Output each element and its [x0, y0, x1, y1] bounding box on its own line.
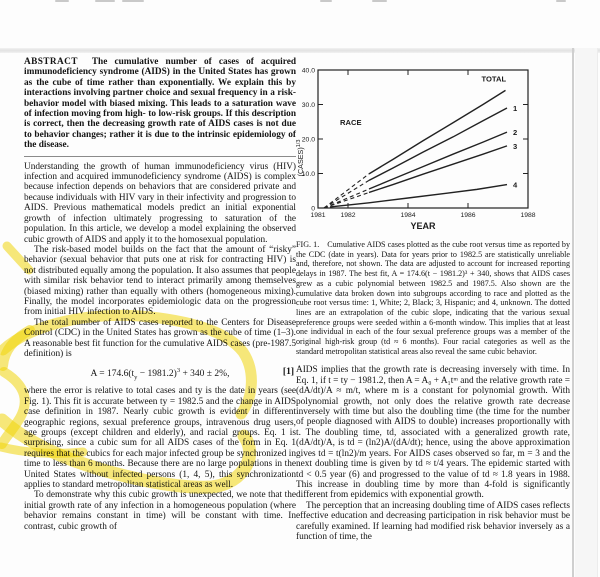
- paragraph-perception: The perception that an increasing doubling time of AIDS cases reflects effective education and decreasing participation in risk behavior must be carefully examined. If learning had modified risk behavior inversely as a function of time, the: [296, 500, 570, 542]
- scan-remnant: [372, 0, 387, 2]
- left-column: [24, 57, 296, 532]
- scan-remnant: [95, 0, 115, 2]
- abstract-label: ABSTRACT: [24, 57, 78, 67]
- equation-1-expression: [90, 366, 230, 381]
- figure-1-caption: [296, 240, 570, 356]
- series-label: 1: [513, 103, 518, 113]
- chart-frame: [318, 70, 528, 208]
- series-label: 2: [513, 128, 518, 138]
- y-tick-label: 40.0: [301, 67, 315, 75]
- x-tick-label: 1986: [460, 212, 476, 219]
- section-divider: [24, 156, 296, 157]
- equation-subscript: y: [134, 373, 138, 381]
- x-tick-label: 1984: [400, 212, 416, 219]
- series-label: TOTAL: [481, 74, 507, 84]
- x-tick-label: 1988: [520, 212, 536, 219]
- equation-term: − 1981.2): [137, 368, 177, 379]
- scan-fold-line: [0, 48, 600, 53]
- series-label: 3: [513, 141, 518, 151]
- scan-remnant: [556, 0, 566, 2]
- x-tick-label: 1981: [310, 212, 326, 219]
- y-tick-label: 20.0: [301, 136, 315, 144]
- paragraph-fit-accuracy: where the error is relative to total cases and ty is the date in years (see Fig. 1). This fit is accurate between ty = 1982.5 and the change in AIDS case definition in 1987. Nearly cubic growth is evident in different geographic regions, sexual preference groups, intravenous drug users, age groups (except children and elderly), and racial groups. Eq. 1 is surprising, since a cubic sum for all AIDS cases of the form in Eq. 1 requires that the cubics for each major infected group be synchronized in time to less than 6 months. Because there are no large populations in the United States without infected persons (1, 4, 5), this synchronization applies to standard metropolitan statistical areas as well.: [24, 386, 296, 491]
- equation-exponent: 3: [176, 366, 181, 374]
- x-axis-label: YEAR: [410, 221, 436, 231]
- paragraph-risk-model: The risk-based model builds on the fact that the amount of “risky” behavior (sexual behavior that puts one at risk for contracting HIV) is not distributed equally among the population. It also assumes that people with similar risk behavior tend to interact primarily among themselves (biased mixing) rather than equally with others (homogeneous mixing). Finally, the model incorporates epidemiologic data on the progression from initial HIV infection to AIDS.: [24, 244, 296, 318]
- equation-term: A = 174.6(t: [90, 368, 135, 379]
- figure-caption-text: Cumulative AIDS cases plotted as the cube root versus time as reported by the CDC (date in years). Data for years prior to 1982.5 are statistically unreliable and, therefore, not shown. The data are adjusted to account for increased reporting delays in 1987. The best fit, A = 174.6(t − 1981.2)³ + 340, shows that AIDS cases grew as a cubic polynomial between 1982.5 and 1987.5. Also shown are the cumulative data broken down into subgroups according to race and plotted as the cube root versus time: 1, White; 2, Black; 3, Hispanic; and 4, unknown. The dotted lines are an extrapolation of the cubic slope, indicating that the various sexual preference groups were seeded within a 6-month window. This implies that at least one individual in each of the four sexual preference groups was a member of the original high-risk group (td ≈ 6 months). Four racial categories as well as the standard metropolitan statistical areas also reveal the same cubic behavior.: [296, 240, 570, 356]
- highlighter-stroke: [2, 372, 25, 444]
- paragraph-doubling-time: AIDS implies that the growth rate is decreasing inversely with time. In Eq. 1, if t = ty − 1981.2, then A = A₀ + A₁tᵐ and the relative growth rate = (dA/dt)/A ≈ m/t, where m is a constant for polynomial growth. With polynomial growth, not only does the relative growth rate decrease inversely with time but also the doubling time (the time for the number of people diagnosed with AIDS to double) increases proportionally with t. The doubling time, td, associated with a generalized growth rate, (dA/dt)/A, is td = (ln2)A/(dA/dt); hence, using the above approximation gives td = t(ln2)/m years. For AIDS cases observed so far, m = 3 and the next doubling time is given by td ≈ t/4 years. The epidemic started with td < 0.5 year (6) and progressed to the value of td ≈ 1.8 years in 1988. This increase in doubling time by more than 4-fold is significantly different from epidemics with exponential growth.: [296, 365, 571, 501]
- scan-remnant: [122, 0, 144, 2]
- figure-1-chart: [296, 58, 570, 236]
- equation-number: [1]: [282, 367, 294, 378]
- abstract-text: The cumulative number of cases of acquired immunodeficiency syndrome (AIDS) in the United States has grown as the cube of time rather than exponentially. We explain this by interactions involving partner choice and sexual frequency in a risk-behavior model with biased mixing. This leads to a saturation wave of infection moving from high- to low-risk groups. If this description is correct, then the decreasing growth rate of AIDS cases is not due to behavior changes; rather it is due to the intrinsic epidemiology of the disease.: [24, 57, 296, 151]
- y-axis-label: (CASES)$^{1/3}$: [296, 139, 305, 177]
- adjacent-page-edge: [575, 48, 598, 577]
- y-tick-label: 30.0: [301, 102, 315, 109]
- figure-label: FIG. 1.: [296, 240, 320, 249]
- scan-remnant: [320, 0, 332, 2]
- race-label: RACE: [340, 118, 362, 127]
- series-label: 4: [513, 180, 518, 190]
- equation-term: + 340 ± 2%,: [180, 368, 230, 379]
- y-tick-label: 0: [311, 205, 315, 213]
- equation-1: [24, 366, 296, 380]
- paragraph-cubic-unexpected: To demonstrate why this cubic growth is unexpected, we note that the initial growth rate of any infection in a homogeneous population (where behavior remains constant in time) will be constant with time. In contrast, cubic growth of: [24, 490, 296, 532]
- page-edge-shadow: [572, 48, 574, 577]
- paragraph-intro: Understanding the growth of human immunodeficiency virus (HIV) infection and acquired immunodeficiency syndrome (AIDS) is complex because infection depends on behaviors that are considered private and because individuals with HIV vary in their infectivity and progression to AIDS. Previous mathematical models predict an initial exponential growth of infection ultimately progressing to saturation of the population. In this article, we develop a model explaining the observed cubic growth of AIDS and apply it to the homosexual population.: [24, 161, 296, 245]
- abstract: [24, 57, 296, 151]
- y-tick-label: 10.0: [301, 171, 315, 178]
- right-column: [296, 58, 570, 542]
- paragraph-cdc-cases: The total number of AIDS cases reported to the Centers for Disease Control (CDC) in the United States has grown as the cube of time (1–3). A reasonable best fit function for the cumulative AIDS cases (pre-1987.5 definition) is: [24, 317, 296, 359]
- scan-remnant: [55, 0, 69, 2]
- x-tick-label: 1982: [340, 212, 356, 219]
